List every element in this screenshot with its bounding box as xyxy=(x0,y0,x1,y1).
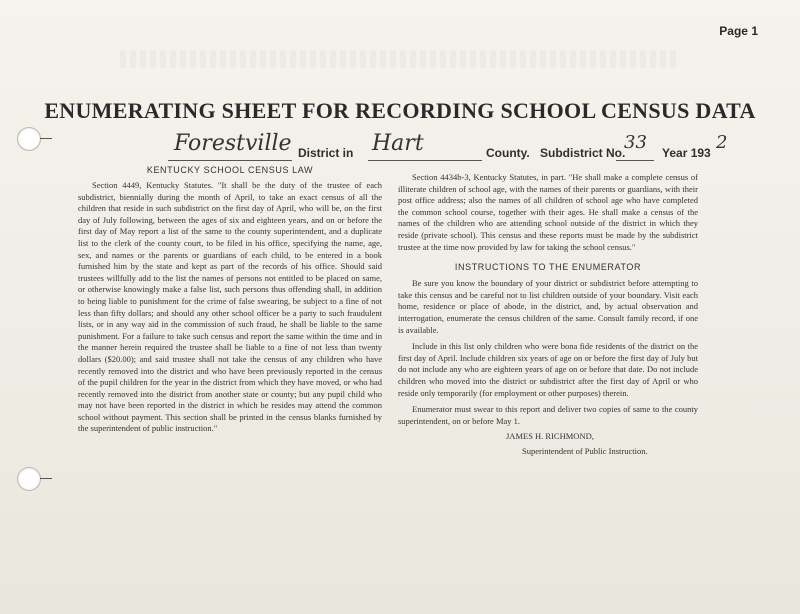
instruction-boundary-paragraph: Be sure you know the boundary of your district or subdistrict before attempting to take this census and be careful not to list children outside of your boundary. Visit each home, residence or place of abode, in the district, and, by actual observation and interrogation, enumerate the census children of the same. Consult family record, if one is available. xyxy=(398,278,698,335)
district-name-underline xyxy=(168,160,292,161)
county-name-handwritten: Hart xyxy=(372,131,424,156)
section-4434-paragraph: Section 4434b-3, Kentucky Statutes, in part. "He shall make a complete census of illiterate children of school age, with the names of their parents or guardians, with their post office address; also the names of all children of school age who have completed the common school course, together with their ages. He shall make a census of the names of the children who are attending school outside of the district in which they reside (private school). This census and these reports must be made by the subdistrict trustee at the time now provided by law for taking the school census." xyxy=(398,172,698,252)
subdistrict-number-underline xyxy=(616,160,654,161)
binder-ring-stub-bottom xyxy=(40,478,52,479)
instruction-delivery-paragraph: Enumerator must swear to this report and deliver two copies of same to the county superintendent, on or before May 1. xyxy=(398,404,698,426)
signature-name: JAMES H. RICHMOND, xyxy=(506,431,594,442)
binder-hole-bottom xyxy=(17,467,41,491)
subdistrict-label: Subdistrict No. xyxy=(540,146,626,160)
binder-hole-top xyxy=(17,127,41,151)
section-4449-paragraph: Section 4449, Kentucky Statutes. "It shall be the duty of the trustee of each subdistrict, biennially during the month of April, to take an exact census of all the children that reside in such subdistrict on the first day of April, who will be, on the first day of July following, between the ages of six and eighteen years, and on or before the first day of May report a list of the same to the county superintendent, and a duplicate list to the clerk of the county court, to be filed in his office, specifying the name, age, sex, and names or the parents or guardians of each child, to be entered in a book furnished him by the state and kept as part of the records of his office. Should said trustees willfully add to the list the names of persons not entitled to be placed on same, or otherwise knowingly make a false list, such persons thus offending shall, in addition to being liable to punishment for the crime of false swearing, be subject to a fine of not less than fifty dollars; and should any other school officer be a party to such fraudulent lists, or in any way aid in the commission of such fraud, he shall be liable to the same punishment. For a failure to take such census and report the same within the time and in the manner herein required the trustee shall be liable to a fine of not less than twenty dollars ($20.00); and said trustee shall not take the census of any children who have recently removed into the district and who have been previously reported in the census of the pupil children for the year in the district from which they have moved, or who had recently removed into the district from another state or county; but any pupil child who may not have been reported in the district in which he resides may attend the common school without payment. This section shall be printed in the census blanks furnished by the superintendent of public instruction." xyxy=(78,180,382,434)
district-line xyxy=(168,132,728,164)
census-law-heading: KENTUCKY SCHOOL CENSUS LAW xyxy=(146,165,314,175)
year-label: Year 193 xyxy=(662,146,711,160)
year-digit-handwritten: 2 xyxy=(716,132,728,153)
page-number: Page 1 xyxy=(719,24,758,38)
sheet-title: ENUMERATING SHEET FOR RECORDING SCHOOL CENSUS DATA xyxy=(44,98,756,123)
subdistrict-number-handwritten: 33 xyxy=(624,132,647,153)
district-name-handwritten: Forestville xyxy=(174,131,292,156)
enumerator-instructions-heading: INSTRUCTIONS TO THE ENUMERATOR xyxy=(454,262,642,273)
left-column xyxy=(78,165,382,435)
bleed-through-text xyxy=(120,50,680,68)
signature-title: Superintendent of Public Instruction. xyxy=(522,446,648,457)
district-label: District in xyxy=(298,146,354,160)
right-column xyxy=(398,172,698,457)
instruction-residents-paragraph: Include in this list only children who were bona fide residents of the district on the first day of April. Include children six years of age on or before the first day of July but do not include any who are eighteen years of age on or before that date. Do not include children who moved into the district or subdistrict after the first day of April or who reside only temporarily (for employment or other purposes) therein. xyxy=(398,341,698,398)
county-name-underline xyxy=(368,160,482,161)
binder-ring-stub-top xyxy=(40,138,52,139)
county-label: County. xyxy=(486,146,530,160)
